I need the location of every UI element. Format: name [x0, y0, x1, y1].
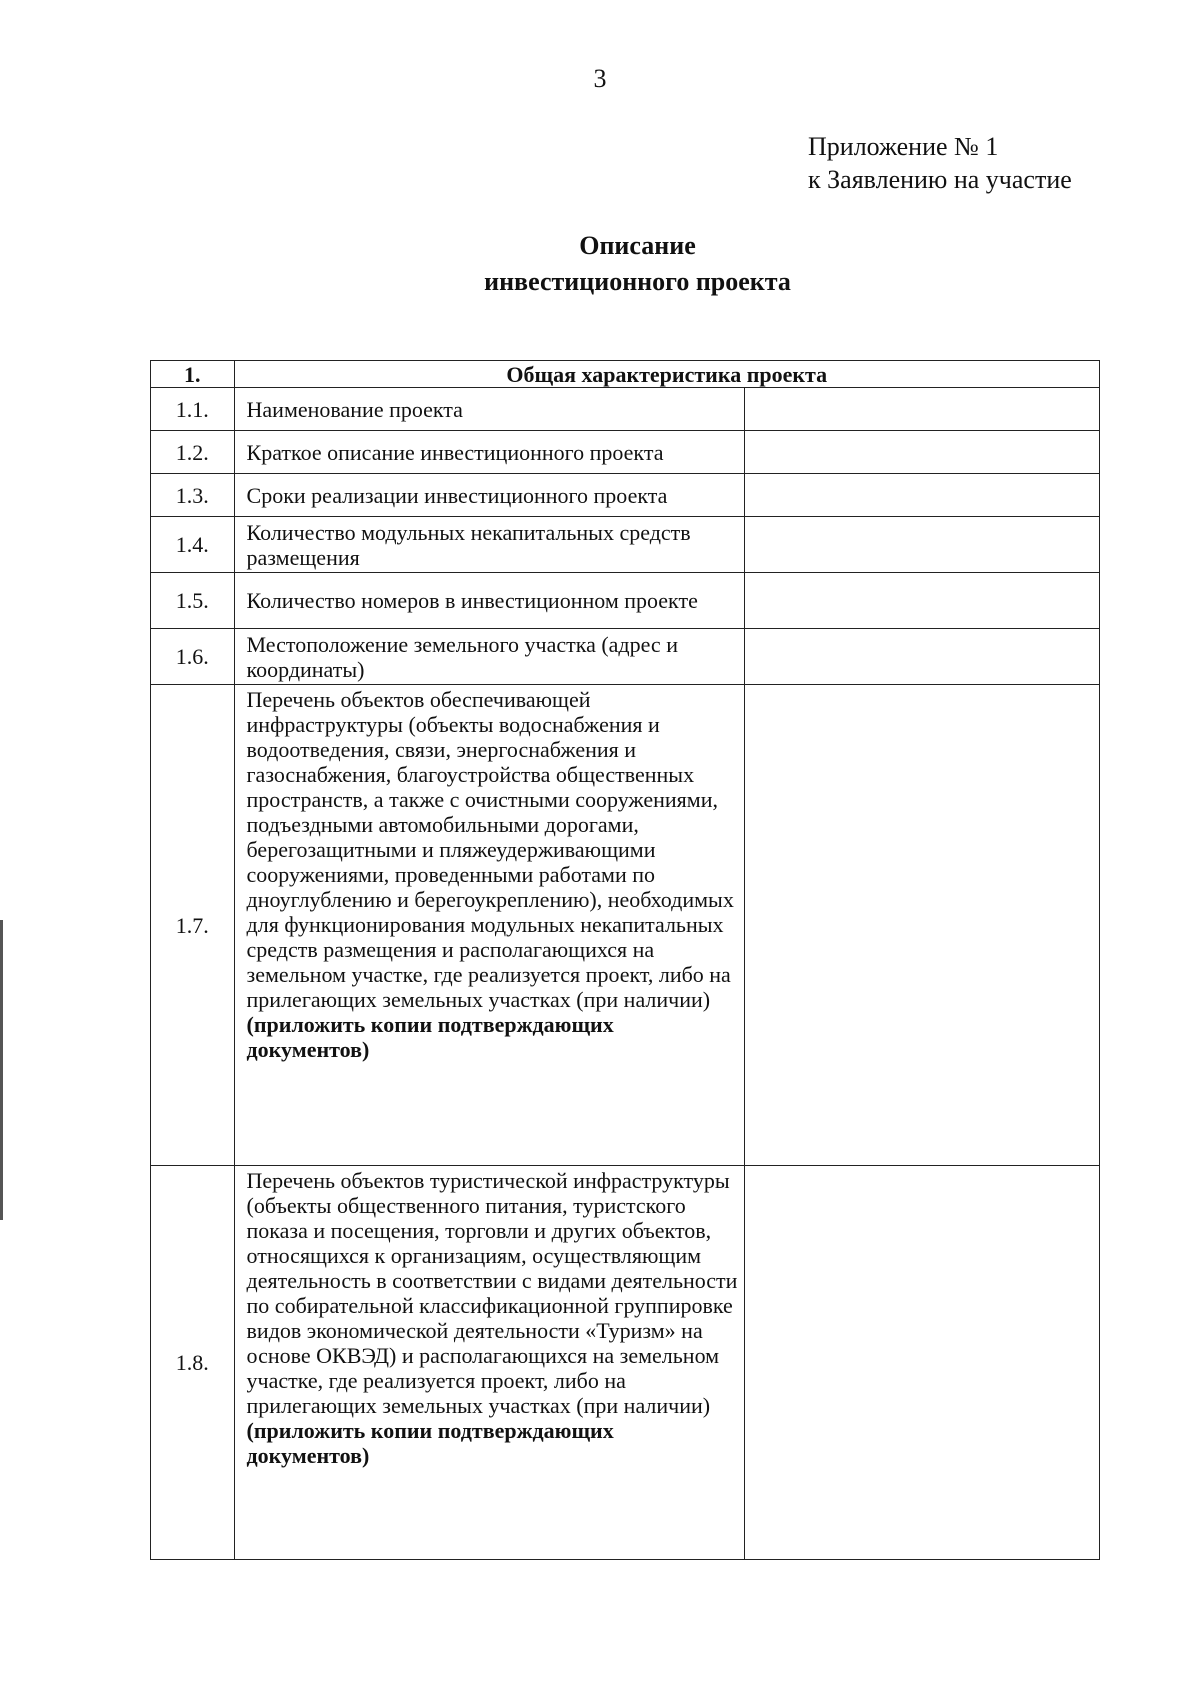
row-number: 1.4. — [151, 517, 235, 573]
table-row — [151, 1166, 1100, 1560]
page-number: 3 — [593, 64, 607, 93]
row-number: 1.6. — [151, 629, 235, 685]
appendix-reference — [808, 130, 1072, 196]
row-description: Местоположение земельного участка (адрес и координаты) — [234, 629, 745, 685]
row-value-cell[interactable] — [745, 1166, 1100, 1560]
title-line-2: инвестиционного проекта — [484, 267, 791, 296]
row-number: 1.7. — [151, 685, 235, 1166]
row-value-cell[interactable] — [745, 388, 1100, 431]
row-description: Количество номеров в инвестиционном проекте — [234, 573, 745, 629]
table-row — [151, 685, 1100, 1166]
row-value-cell[interactable] — [745, 431, 1100, 474]
row-value-cell[interactable] — [745, 573, 1100, 629]
scan-edge-mark — [0, 920, 3, 1220]
table-header-row — [151, 361, 1100, 388]
row-number: 1.8. — [151, 1166, 235, 1560]
row-number: 1.3. — [151, 474, 235, 517]
row-description-block — [234, 1166, 745, 1560]
header-number: 1. — [151, 361, 235, 388]
table-row — [151, 388, 1100, 431]
table-row — [151, 573, 1100, 629]
row-description: Сроки реализации инвестиционного проекта — [234, 474, 745, 517]
row-number: 1.2. — [151, 431, 235, 474]
row-description: Перечень объектов туристической инфраструктуры (объекты общественного питания, туристского показа и посещения, торговли и других объектов, относящихся к организациям, осуществляющим деятельность в соответствии с видами деятельности по собирательной классификационной группировке видов экономической деятельности «Туризм» на основе ОКВЭД) и располагающихся на земельном участке, где реализуется проект, либо на прилегающих земельных участках (при наличии) — [246, 1168, 738, 1418]
row-description: Краткое описание инвестиционного проекта — [234, 431, 745, 474]
row-note: (приложить копии подтверждающих документов) — [246, 1418, 614, 1468]
header-label: Общая характеристика проекта — [234, 361, 1099, 388]
document-title — [0, 228, 1200, 300]
row-description: Наименование проекта — [234, 388, 745, 431]
appendix-line-2: к Заявлению на участие — [808, 165, 1072, 194]
row-description: Перечень объектов обеспечивающей инфраструктуры (объекты водоснабжения и водоотведения, связи, энергоснабжения и газоснабжения, благоустройства общественных пространств, а также с очистными сооружениями, подъездными автомобильными дорогами, берегозащитными и пляжеудерживающими сооружениями, проведенными работами по дноуглублению и берегоукреплению), необходимых для функционирования модульных некапитальных средств размещения и располагающихся на земельном участке, где реализуется проект, либо на прилегающих земельных участках (при наличии) — [246, 687, 734, 1012]
title-line-1: Описание — [579, 231, 696, 260]
row-number: 1.1. — [151, 388, 235, 431]
row-description: Количество модульных некапитальных средств размещения — [234, 517, 745, 573]
table-row — [151, 517, 1100, 573]
appendix-line-1: Приложение № 1 — [808, 132, 999, 161]
row-note: (приложить копии подтверждающих документов) — [246, 1012, 614, 1062]
row-number: 1.5. — [151, 573, 235, 629]
table-row — [151, 474, 1100, 517]
project-table — [150, 360, 1100, 1560]
row-description-block — [234, 685, 745, 1166]
row-value-cell[interactable] — [745, 517, 1100, 573]
row-value-cell[interactable] — [745, 629, 1100, 685]
row-value-cell[interactable] — [745, 474, 1100, 517]
table-row — [151, 431, 1100, 474]
row-value-cell[interactable] — [745, 685, 1100, 1166]
table-row — [151, 629, 1100, 685]
